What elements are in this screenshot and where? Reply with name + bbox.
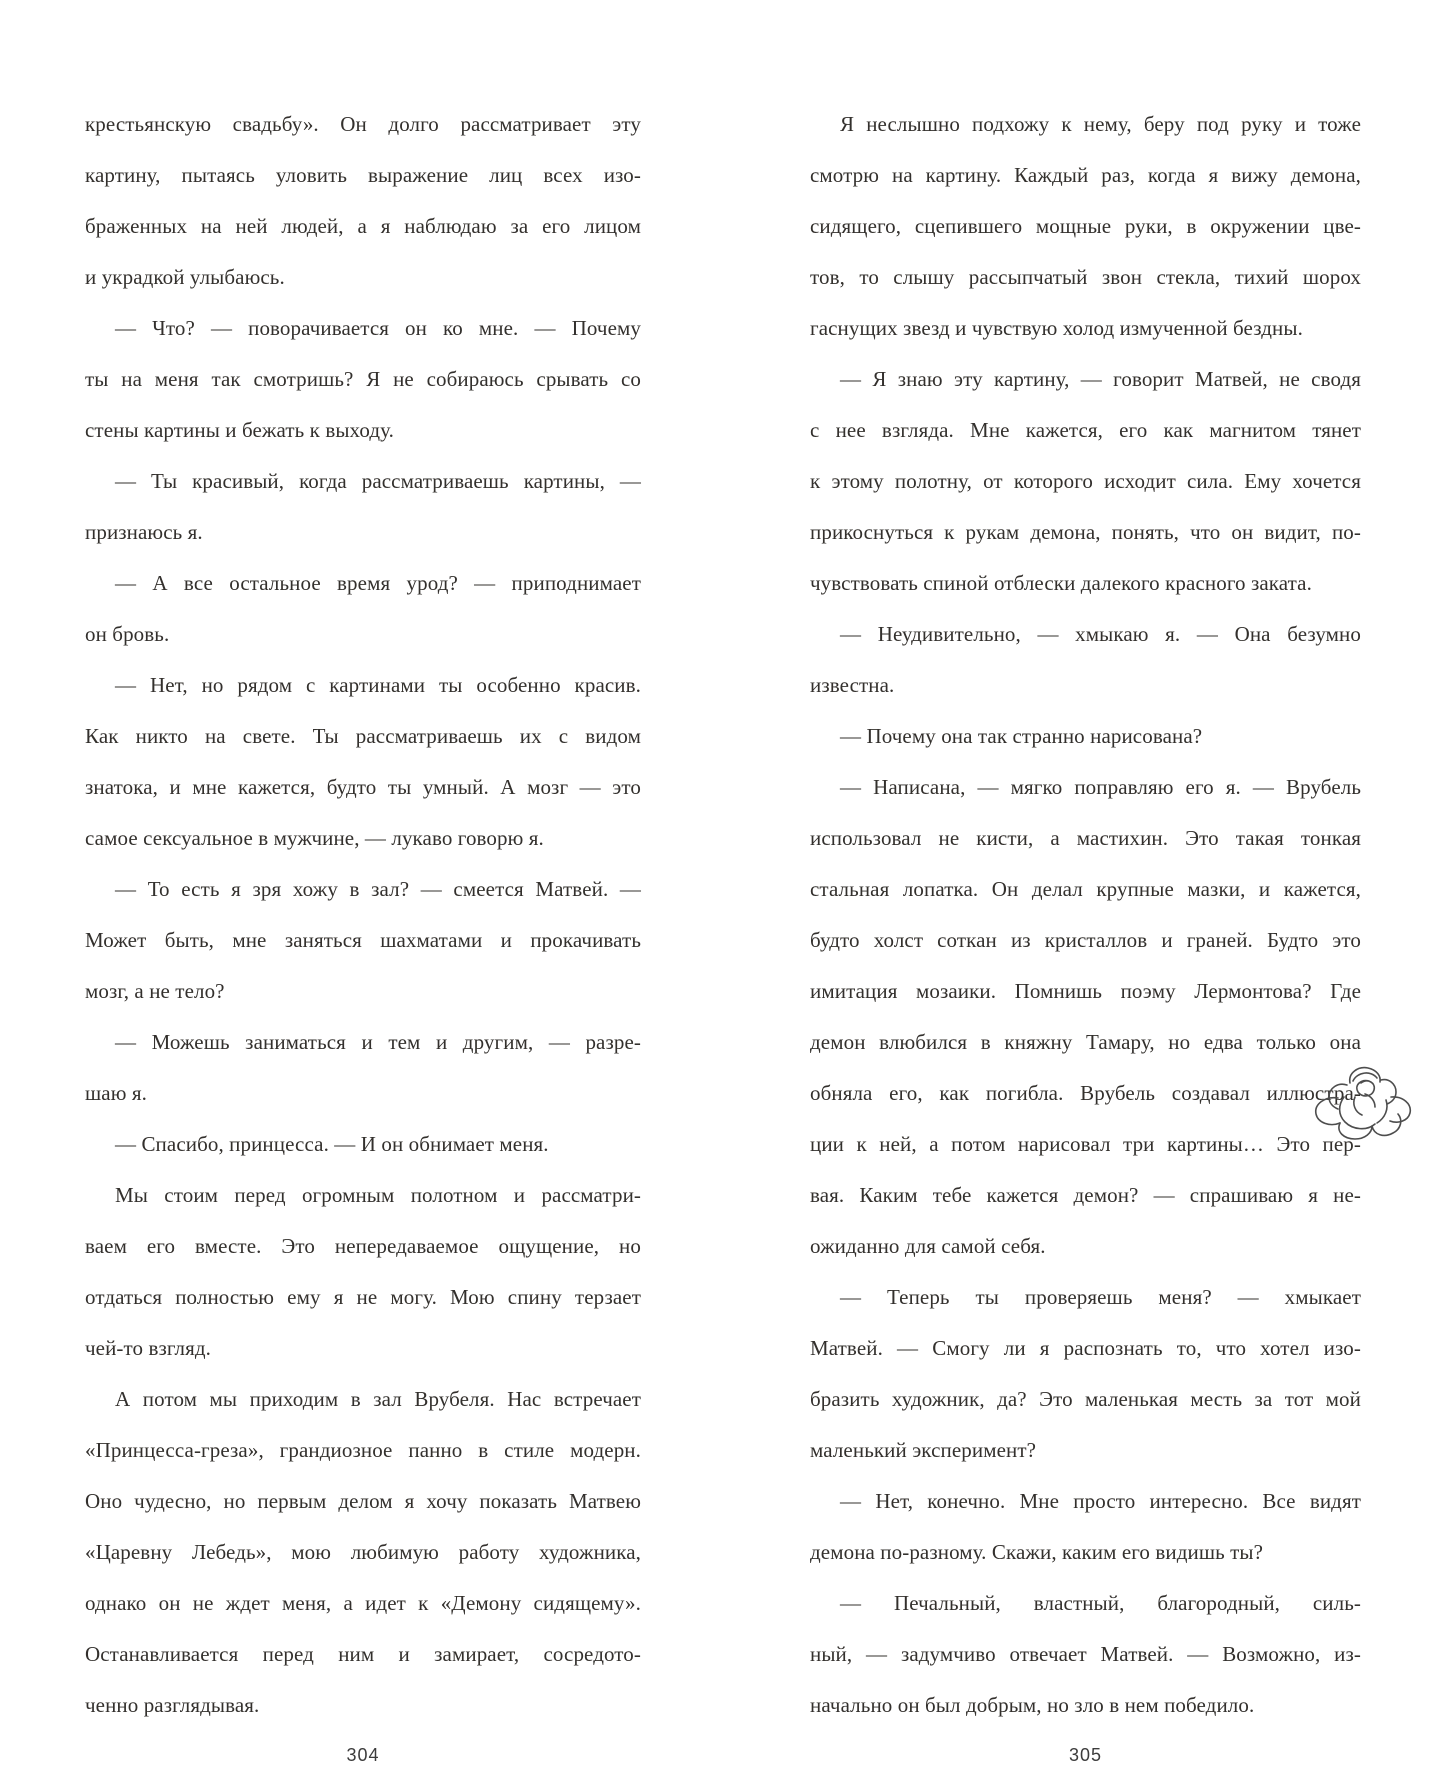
text-line: А потом мы приходим в зал Врубеля. Нас встречает [115,1387,641,1411]
text-line: обняла его, как погибла. Врубель создавал иллюстра- [810,1081,1361,1105]
text-line: Как никто на свете. Ты рассматриваешь их с видом [85,724,641,748]
text-line: — А все остальное время урод? — приподнимает [115,571,641,595]
text-line: будто холст соткан из кристаллов и граней. Будто это [810,928,1361,952]
rose-icon [1303,1052,1423,1146]
text-line: стальная лопатка. Он делал крупные мазки, и кажется, [810,877,1361,901]
text-line: ваем его вместе. Это непередаваемое ощущение, но [85,1234,641,1258]
text-line: Оно чудесно, но первым делом я хочу показать Матвею [85,1489,641,1513]
text-line: прикоснуться к рукам демона, понять, что он видит, по- [810,520,1361,544]
text-line: — Нет, конечно. Мне просто интересно. Все видят [840,1489,1361,1513]
text-line: с нее взгляда. Мне кажется, его как магнитом тянет [810,418,1361,442]
text-line: — Написана, — мягко поправляю его я. — Врубель [840,775,1361,799]
text-line: картину, пытаясь уловить выражение лиц всех изо- [85,163,641,187]
text-line: демон влюбился в княжну Тамару, но едва только она [810,1030,1361,1054]
text-line: Матвей. — Смогу ли я распознать то, что хотел изо- [810,1336,1361,1360]
text-line: — Ты красивый, когда рассматриваешь картины, — [115,469,641,493]
text-line: Я неслышно подхожу к нему, беру под руку и тоже [840,112,1361,136]
text-line: Мы стоим перед огромным полотном и рассматри- [115,1183,641,1207]
text-line: самое сексуальное в мужчине, — лукаво говорю я. [85,826,544,850]
text-line: Останавливается перед ним и замирает, сосредото- [85,1642,641,1666]
page-left [85,88,641,1766]
text-line: и украдкой улыбаюсь. [85,265,285,289]
text-line: вая. Каким тебе кажется демон? — спрашиваю я не- [810,1183,1361,1207]
text-line: — То есть я зря хожу в зал? — смеется Матвей. — [115,877,641,901]
text-line: — Теперь ты проверяешь меня? — хмыкает [840,1285,1361,1309]
page-number-right: 305 [1068,1745,1103,1765]
text-line: признаюсь я. [85,520,203,544]
text-line: чей-то взгляд. [85,1336,211,1360]
text-line: чувствовать спиной отблески далекого красного заката. [810,571,1312,595]
text-line: смотрю на картину. Каждый раз, когда я вижу демона, [810,163,1361,187]
text-line: — Что? — поворачивается он ко мне. — Почему [115,316,641,340]
text-line: ожиданно для самой себя. [810,1234,1046,1258]
text-line: сидящего, сцепившего мощные руки, в окружении цве- [810,214,1361,238]
page-number-left: 304 [346,1745,380,1765]
text-line: — Спасибо, принцесса. — И он обнимает меня. [115,1132,549,1156]
text-line: — Нет, но рядом с картинами ты особенно красив. [115,673,641,697]
text-line: гаснущих звезд и чувствую холод измученной бездны. [810,316,1303,340]
text-line: демона по-разному. Скажи, каким его видишь ты? [810,1540,1264,1564]
page-right-text [810,109,1361,1720]
text-line: тов, то слышу рассыпчатый звон стекла, тихий шорох [810,265,1361,289]
text-line: отдаться полностью ему я не могу. Мою спину терзает [85,1285,641,1309]
text-line: к этому полотну, от которого исходит сила. Ему хочется [810,469,1361,493]
text-line: известна. [810,673,895,697]
text-line: шаю я. [85,1081,147,1105]
text-line: начально он был добрым, но зло в нем победило. [810,1693,1255,1717]
text-line: — Можешь заниматься и тем и другим, — разре- [115,1030,641,1054]
page-left-text [85,109,641,1720]
text-line: знатока, и мне кажется, будто ты умный. А мозг — это [85,775,641,799]
text-line: Может быть, мне заняться шахматами и прокачивать [85,928,641,952]
text-line: он бровь. [85,622,170,646]
text-line: «Царевну Лебедь», мою любимую работу художника, [85,1540,641,1564]
text-line: браженных на ней людей, а я наблюдаю за его лицом [85,214,641,238]
text-line: — Я знаю эту картину, — говорит Матвей, не сводя [840,367,1361,391]
text-line: маленький эксперимент? [810,1438,1037,1462]
text-line: имитация мозаики. Помнишь поэму Лермонтова? Где [810,979,1361,1003]
text-line: — Почему она так странно нарисована? [840,724,1203,748]
text-line: использовал не кисти, а мастихин. Это такая тонкая [810,826,1361,850]
text-line: стены картины и бежать к выходу. [85,418,394,442]
text-line: ченно разглядывая. [85,1693,260,1717]
text-line: — Печальный, властный, благородный, силь- [840,1591,1361,1615]
text-line: ты на меня так смотришь? Я не собираюсь срывать со [85,367,641,391]
text-line: ный, — задумчиво отвечает Матвей. — Возможно, из- [810,1642,1361,1666]
text-line: бразить художник, да? Это маленькая месть за тот мой [810,1387,1361,1411]
text-line: мозг, а не тело? [85,979,225,1003]
text-line: «Принцесса-греза», грандиозное панно в стиле модерн. [85,1438,641,1462]
text-line: крестьянскую свадьбу». Он долго рассматривает эту [85,112,641,136]
page-right [810,88,1361,1766]
text-line: однако он не ждет меня, а идет к «Демону сидящему». [85,1591,641,1615]
text-line: — Неудивительно, — хмыкаю я. — Она безумно [840,622,1361,646]
text-line: ции к ней, а потом нарисовал три картины… Это пер- [810,1132,1361,1156]
